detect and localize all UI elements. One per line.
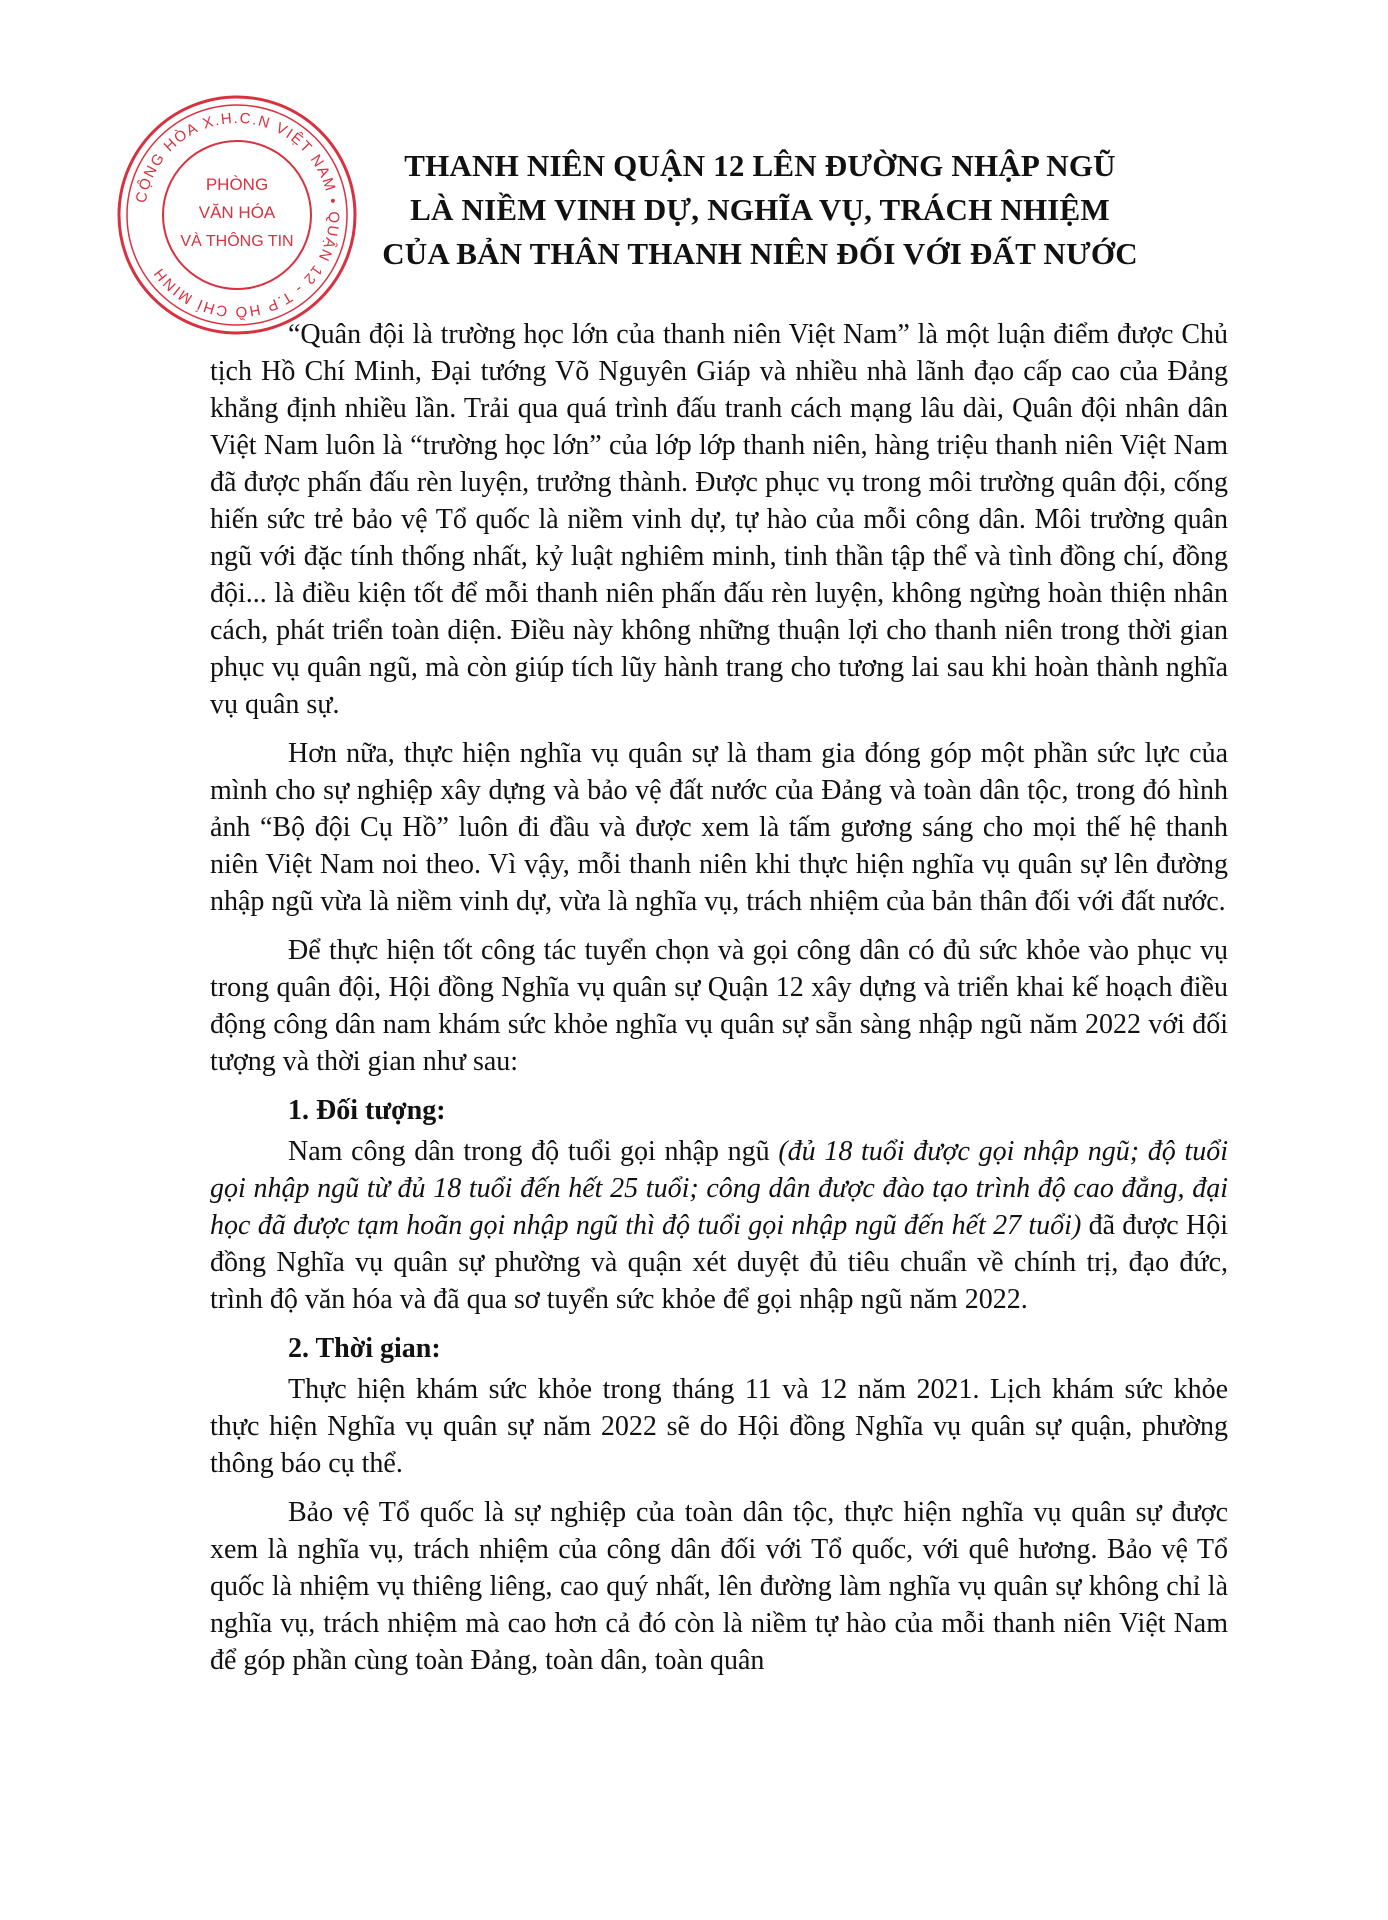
paragraph-conclusion: Bảo vệ Tổ quốc là sự nghiệp của toàn dân tộc, thực hiện nghĩa vụ quân sự được xem là nghĩa vụ, trách nhiệm của công dân đối với Tổ quốc, với quê hương. Bảo vệ Tổ quốc là nhiệm vụ thiêng liêng, cao quý nhất, lên đường làm nghĩa vụ quân sự không chỉ là nghĩa vụ, trách nhiệm mà cao hơn cả đó còn là niềm tự hào của mỗi thanh niên Việt Nam để góp phần cùng toàn Đảng, toàn dân, toàn quân — [210, 1497, 1228, 1676]
title-line-1: THANH NIÊN QUẬN 12 LÊN ĐƯỜNG NHẬP NGŨ — [404, 148, 1116, 183]
section-heading-subjects: 1. Đối tượng: — [288, 1095, 446, 1126]
title-line-2: LÀ NIỀM VINH DỰ, NGHĨA VỤ, TRÁCH NHIỆM — [410, 192, 1110, 227]
stamp-ring-text: CỘNG HÒA X.H.C.N VIỆT NAM • QUẬN 12 - T.P HỒ CHÍ MINH — [132, 109, 343, 321]
subjects-text-italic: (đủ 18 tuổi được gọi nhập ngũ; độ tuổi gọi nhập ngũ từ đủ 18 tuổi đến hết 25 tuổi; công dân được đào tạo trình độ cao đẳng, đại học đã được tạm hoãn gọi nhập ngũ thì độ tuổi gọi nhập ngũ đến hết 27 tuổi) — [210, 1136, 1229, 1241]
title-line-3: CỦA BẢN THÂN THANH NIÊN ĐỐI VỚI ĐẤT NƯỚC — [382, 236, 1138, 271]
stamp-line-2: VĂN HÓA — [198, 203, 276, 222]
document-body — [210, 316, 1228, 1691]
subjects-text-end: đã được Hội đồng Nghĩa vụ quân sự phường và quận xét duyệt đủ tiêu chuẩn về chính trị, đạo đức, trình độ văn hóa và đã qua sơ tuyển sức khỏe để gọi nhập ngũ năm 2022. — [210, 1210, 1229, 1315]
document-title — [320, 144, 1200, 276]
paragraph-time: Thực hiện khám sức khỏe trong tháng 11 và 12 năm 2021. Lịch khám sức khỏe thực hiện Nghĩa vụ quân sự năm 2022 sẽ do Hội đồng Nghĩa vụ quân sự quận, phường thông báo cụ thể. — [210, 1374, 1228, 1479]
subjects-text-start: Nam công dân trong độ tuổi gọi nhập ngũ — [288, 1136, 779, 1167]
stamp-line-1: PHÒNG — [205, 175, 269, 194]
paragraph-plan: Để thực hiện tốt công tác tuyển chọn và gọi công dân có đủ sức khỏe vào phục vụ trong quân đội, Hội đồng Nghĩa vụ quân sự Quận 12 xây dựng và triển khai kế hoạch điều động công dân nam khám sức khỏe nghĩa vụ quân sự sẵn sàng nhập ngũ năm 2022 với đối tượng và thời gian như sau: — [210, 935, 1228, 1077]
section-heading-time: 2. Thời gian: — [288, 1333, 441, 1364]
paragraph-subjects — [210, 1133, 1228, 1318]
paragraph-intro: “Quân đội là trường học lớn của thanh niên Việt Nam” là một luận điểm được Chủ tịch Hồ Chí Minh, Đại tướng Võ Nguyên Giáp và nhiều nhà lãnh đạo cấp cao của Đảng khẳng định nhiều lần. Trải qua quá trình đấu tranh cách mạng lâu dài, Quân đội nhân dân Việt Nam luôn là “trường học lớn” của lớp lớp thanh niên, hàng triệu thanh niên Việt Nam đã được phấn đấu rèn luyện, trưởng thành. Được phục vụ trong môi trường quân đội, cống hiến sức trẻ bảo vệ Tổ quốc là niềm vinh dự, tự hào của mỗi công dân. Môi trường quân ngũ với đặc tính thống nhất, kỷ luật nghiêm minh, tinh thần tập thể và tình đồng chí, đồng đội... là điều kiện tốt để mỗi thanh niên phấn đấu rèn luyện, không ngừng hoàn thiện nhân cách, phát triển toàn diện. Điều này không những thuận lợi cho thanh niên trong thời gian phục vụ quân ngũ, mà còn giúp tích lũy hành trang cho tương lai sau khi hoàn thành nghĩa vụ quân sự. — [210, 319, 1228, 720]
paragraph-duty: Hơn nữa, thực hiện nghĩa vụ quân sự là tham gia đóng góp một phần sức lực của mình cho sự nghiệp xây dựng và bảo vệ đất nước của Đảng và toàn dân tộc, trong đó hình ảnh “Bộ đội Cụ Hồ” luôn đi đầu và được xem là tấm gương sáng cho mọi thế hệ thanh niên Việt Nam noi theo. Vì vậy, mỗi thanh niên khi thực hiện nghĩa vụ quân sự lên đường nhập ngũ vừa là niềm vinh dự, vừa là nghĩa vụ, trách nhiệm của bản thân đối với đất nước. — [210, 738, 1228, 917]
stamp-line-3: VÀ THÔNG TIN — [180, 233, 294, 250]
